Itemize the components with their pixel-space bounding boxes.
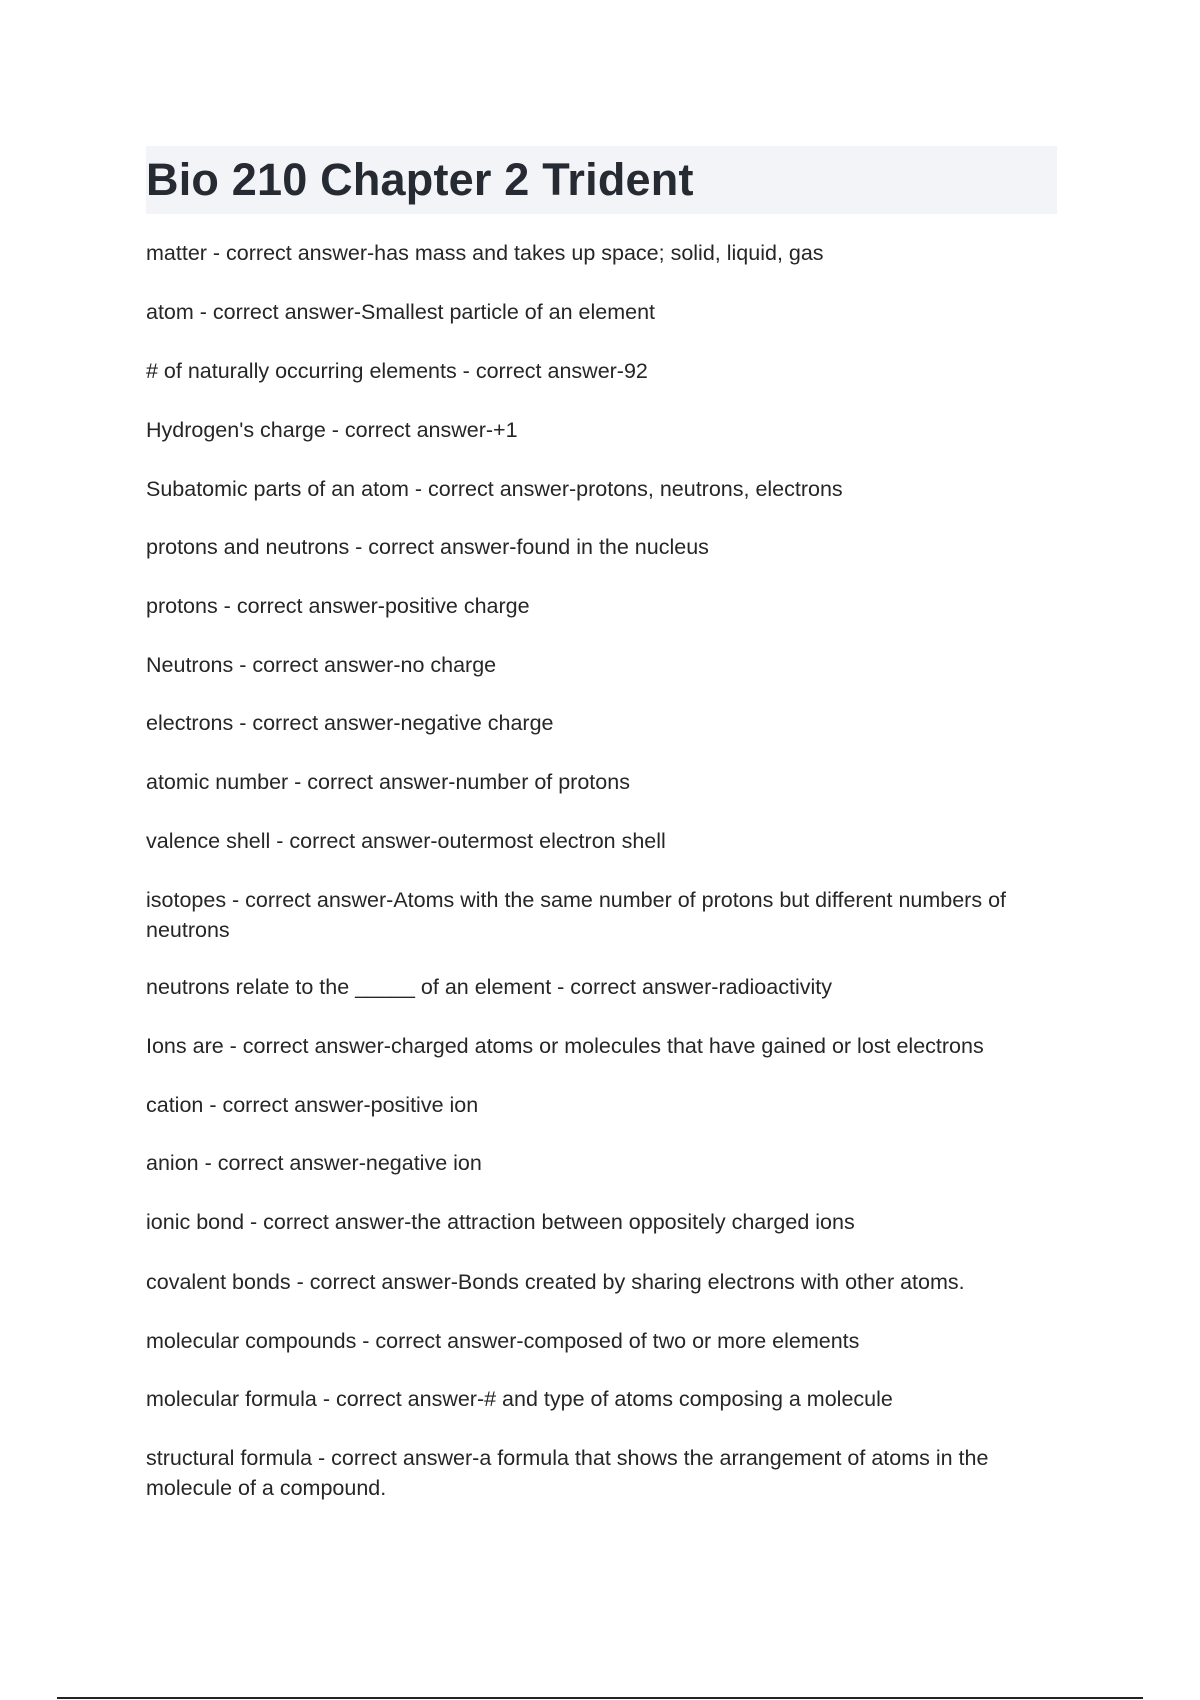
qa-item: atom - correct answer-Smallest particle of an element (146, 300, 656, 324)
qa-item: protons - correct answer-positive charge (146, 594, 530, 618)
qa-item: valence shell - correct answer-outermost electron shell (146, 829, 666, 853)
qa-item: molecular formula - correct answer-# and type of atoms composing a molecule (146, 1387, 893, 1411)
qa-item: structural formula - correct answer-a formula that shows the arrangement of atoms in the molecule of a compound. (146, 1446, 989, 1500)
qa-item: isotopes - correct answer-Atoms with the same number of protons but different numbers of neutrons (146, 888, 1006, 942)
footer-rule (57, 1697, 1143, 1699)
qa-item: Ions are - correct answer-charged atoms or molecules that have gained or lost electrons (146, 1034, 984, 1058)
qa-item: atomic number - correct answer-number of protons (146, 770, 630, 794)
qa-item: Neutrons - correct answer-no charge (146, 653, 497, 677)
qa-item: electrons - correct answer-negative charge (146, 711, 554, 735)
qa-item: protons and neutrons - correct answer-found in the nucleus (146, 535, 709, 559)
page-title: Bio 210 Chapter 2 Trident (146, 154, 694, 205)
qa-item: matter - correct answer-has mass and takes up space; solid, liquid, gas (146, 241, 824, 265)
qa-item: molecular compounds - correct answer-composed of two or more elements (146, 1329, 860, 1353)
qa-item: Hydrogen's charge - correct answer-+1 (146, 418, 518, 442)
qa-item: anion - correct answer-negative ion (146, 1151, 482, 1175)
qa-item: cation - correct answer-positive ion (146, 1093, 479, 1117)
qa-item: ionic bond - correct answer-the attraction between oppositely charged ions (146, 1210, 855, 1234)
qa-item: # of naturally occurring elements - correct answer-92 (146, 359, 648, 383)
qa-item: Subatomic parts of an atom - correct answer-protons, neutrons, electrons (146, 477, 843, 501)
qa-item: covalent bonds - correct answer-Bonds created by sharing electrons with other atoms. (146, 1270, 965, 1294)
qa-item: neutrons relate to the _____ of an element - correct answer-radioactivity (146, 975, 832, 999)
